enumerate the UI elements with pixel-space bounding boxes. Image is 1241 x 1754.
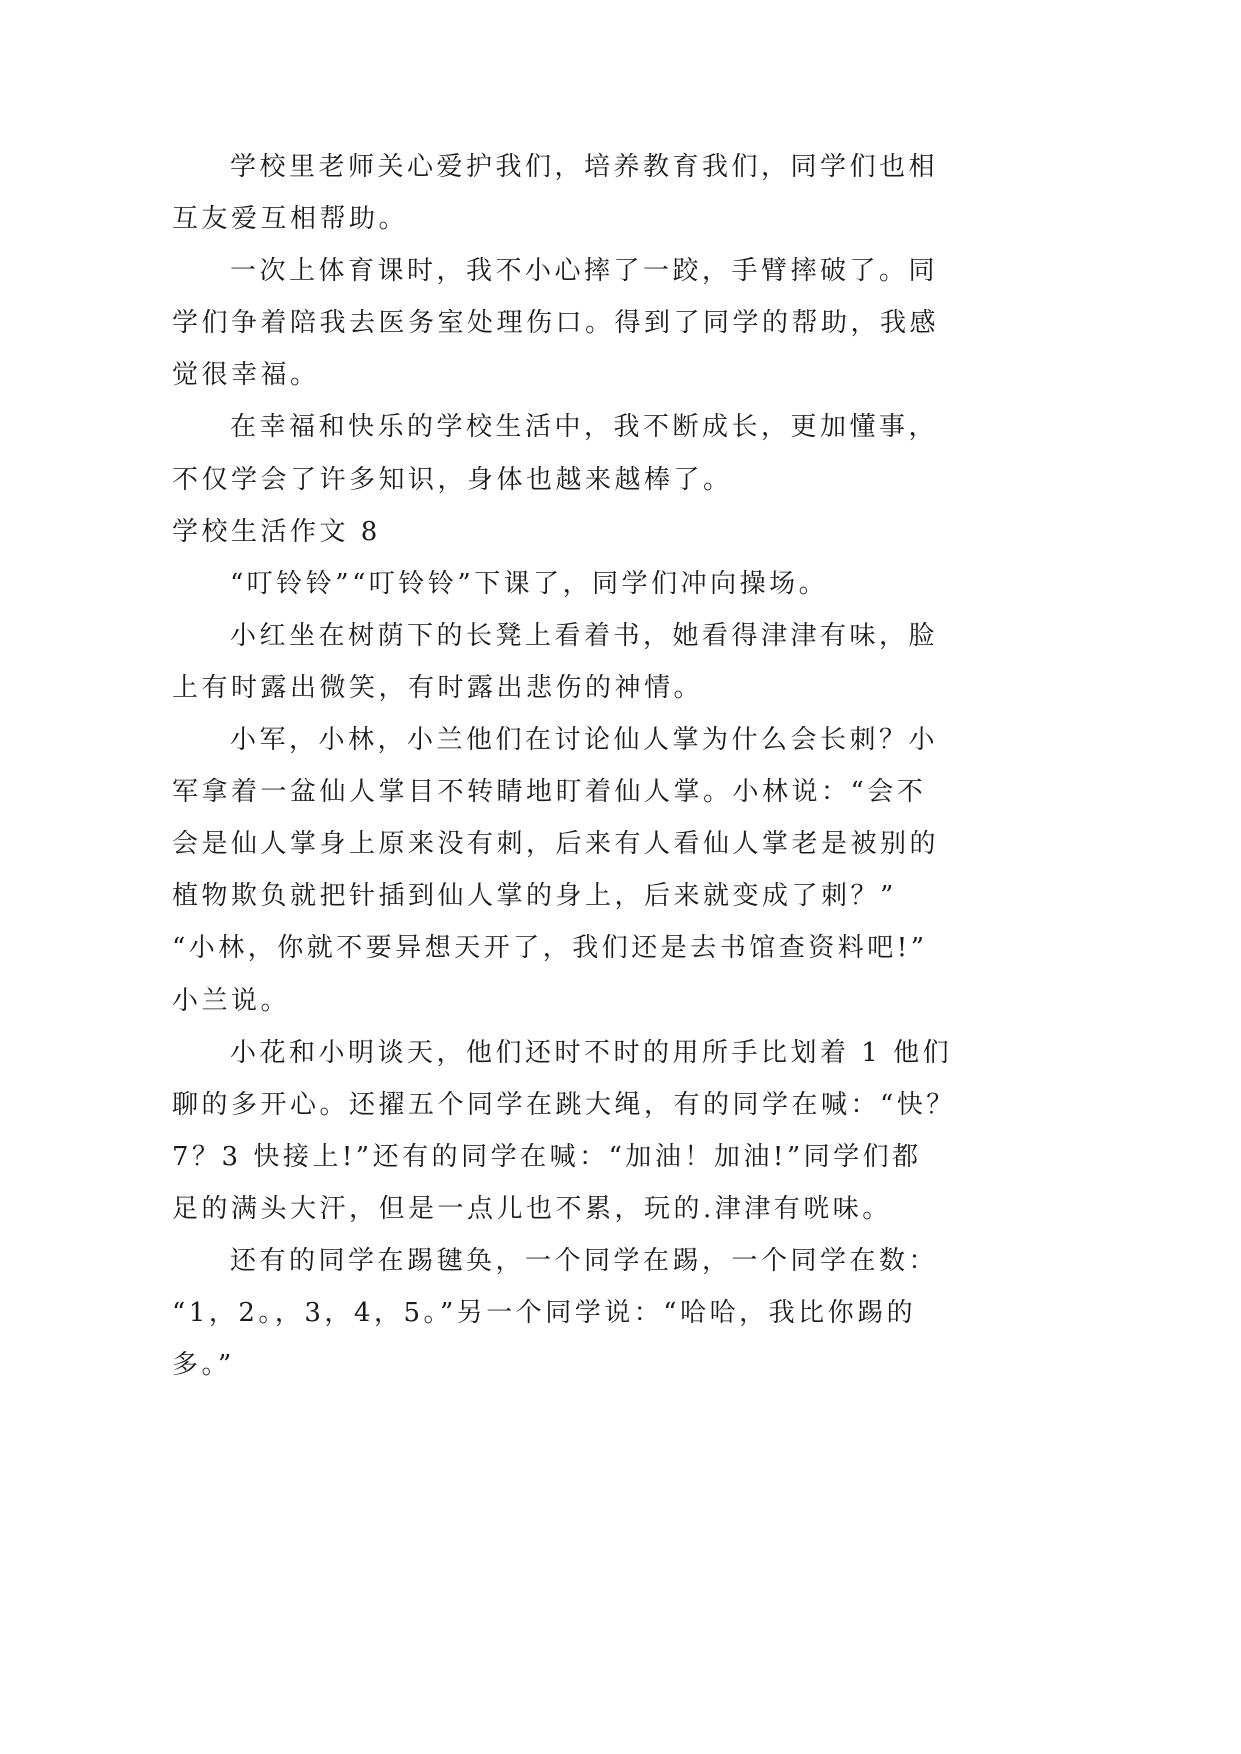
text-line: 植物欺负就把针插到仙人掌的身上，后来就变成了刺？”: [172, 881, 897, 912]
text-line: 足的满头大汗，但是一点儿也不累，玩的.津津有咣味。: [172, 1193, 892, 1224]
paragraph: [172, 401, 1072, 505]
document-page: [172, 141, 1072, 1391]
text-line: 小军，小林，小兰他们在讨论仙人掌为什么会长刺？小: [230, 725, 939, 756]
paragraph: [172, 610, 1072, 714]
section-title-text: 学校生活作文 8: [172, 516, 381, 547]
paragraph: [172, 558, 1072, 610]
text-line: 觉很幸福。: [172, 360, 320, 391]
text-line: 军拿着一盆仙人掌目不转睛地盯着仙人掌。小林说：“会不: [172, 777, 927, 808]
paragraph: [172, 141, 1072, 245]
text-line: 多。”: [172, 1350, 235, 1381]
section-title: [172, 506, 1072, 558]
text-line: 不仅学会了许多知识，身体也越来越棒了。: [172, 464, 733, 495]
text-line: 会是仙人掌身上原来没有刺，后来有人看仙人掌老是被别的: [172, 829, 940, 860]
text-line: 小兰说。: [172, 985, 291, 1016]
paragraph: [172, 245, 1072, 401]
text-line: 上有时露出微笑，有时露出悲伤的神情。: [172, 672, 704, 703]
text-line: “叮铃铃”“叮铃铃”下课了，同学们冲向操场。: [230, 568, 829, 599]
text-line: 互友爱互相帮助。: [172, 204, 409, 235]
paragraph: [172, 714, 1072, 1027]
text-line: 在幸福和快乐的学校生活中，我不断成长，更加懂事，: [230, 412, 939, 443]
text-line: 一次上体育课时，我不小心摔了一跤，手臂摔破了。同: [230, 256, 939, 287]
text-line: 学们争着陪我去医务室处理伤口。得到了同学的帮助，我感: [172, 308, 940, 339]
text-line: 学校里老师关心爱护我们，培养教育我们，同学们也相: [230, 152, 939, 182]
paragraph: [172, 1235, 1072, 1391]
text-line: 聊的多开心。还擢五个同学在跳大绳，有的同学在喊：“快？: [172, 1089, 956, 1120]
text-line: “1，2。，3，4，5。”另一个同学说：“哈哈，我比你踢的: [172, 1298, 917, 1329]
text-line: 小花和小明谈天，他们还时不时的用所手比划着 1 他们: [230, 1037, 953, 1068]
paragraph: [172, 1027, 1072, 1235]
text-line: “小林，你就不要异想天开了，我们还是去书馆查资料吧!”: [172, 933, 928, 964]
text-line: 还有的同学在踢毽奂，一个同学在踢，一个同学在数：: [230, 1245, 939, 1276]
text-line: 7？3 快接上!”还有的同学在喊：“加油！加油!”同学们都: [172, 1141, 922, 1172]
text-line: 小红坐在树荫下的长凳上看着书，她看得津津有味，脸: [230, 620, 939, 651]
